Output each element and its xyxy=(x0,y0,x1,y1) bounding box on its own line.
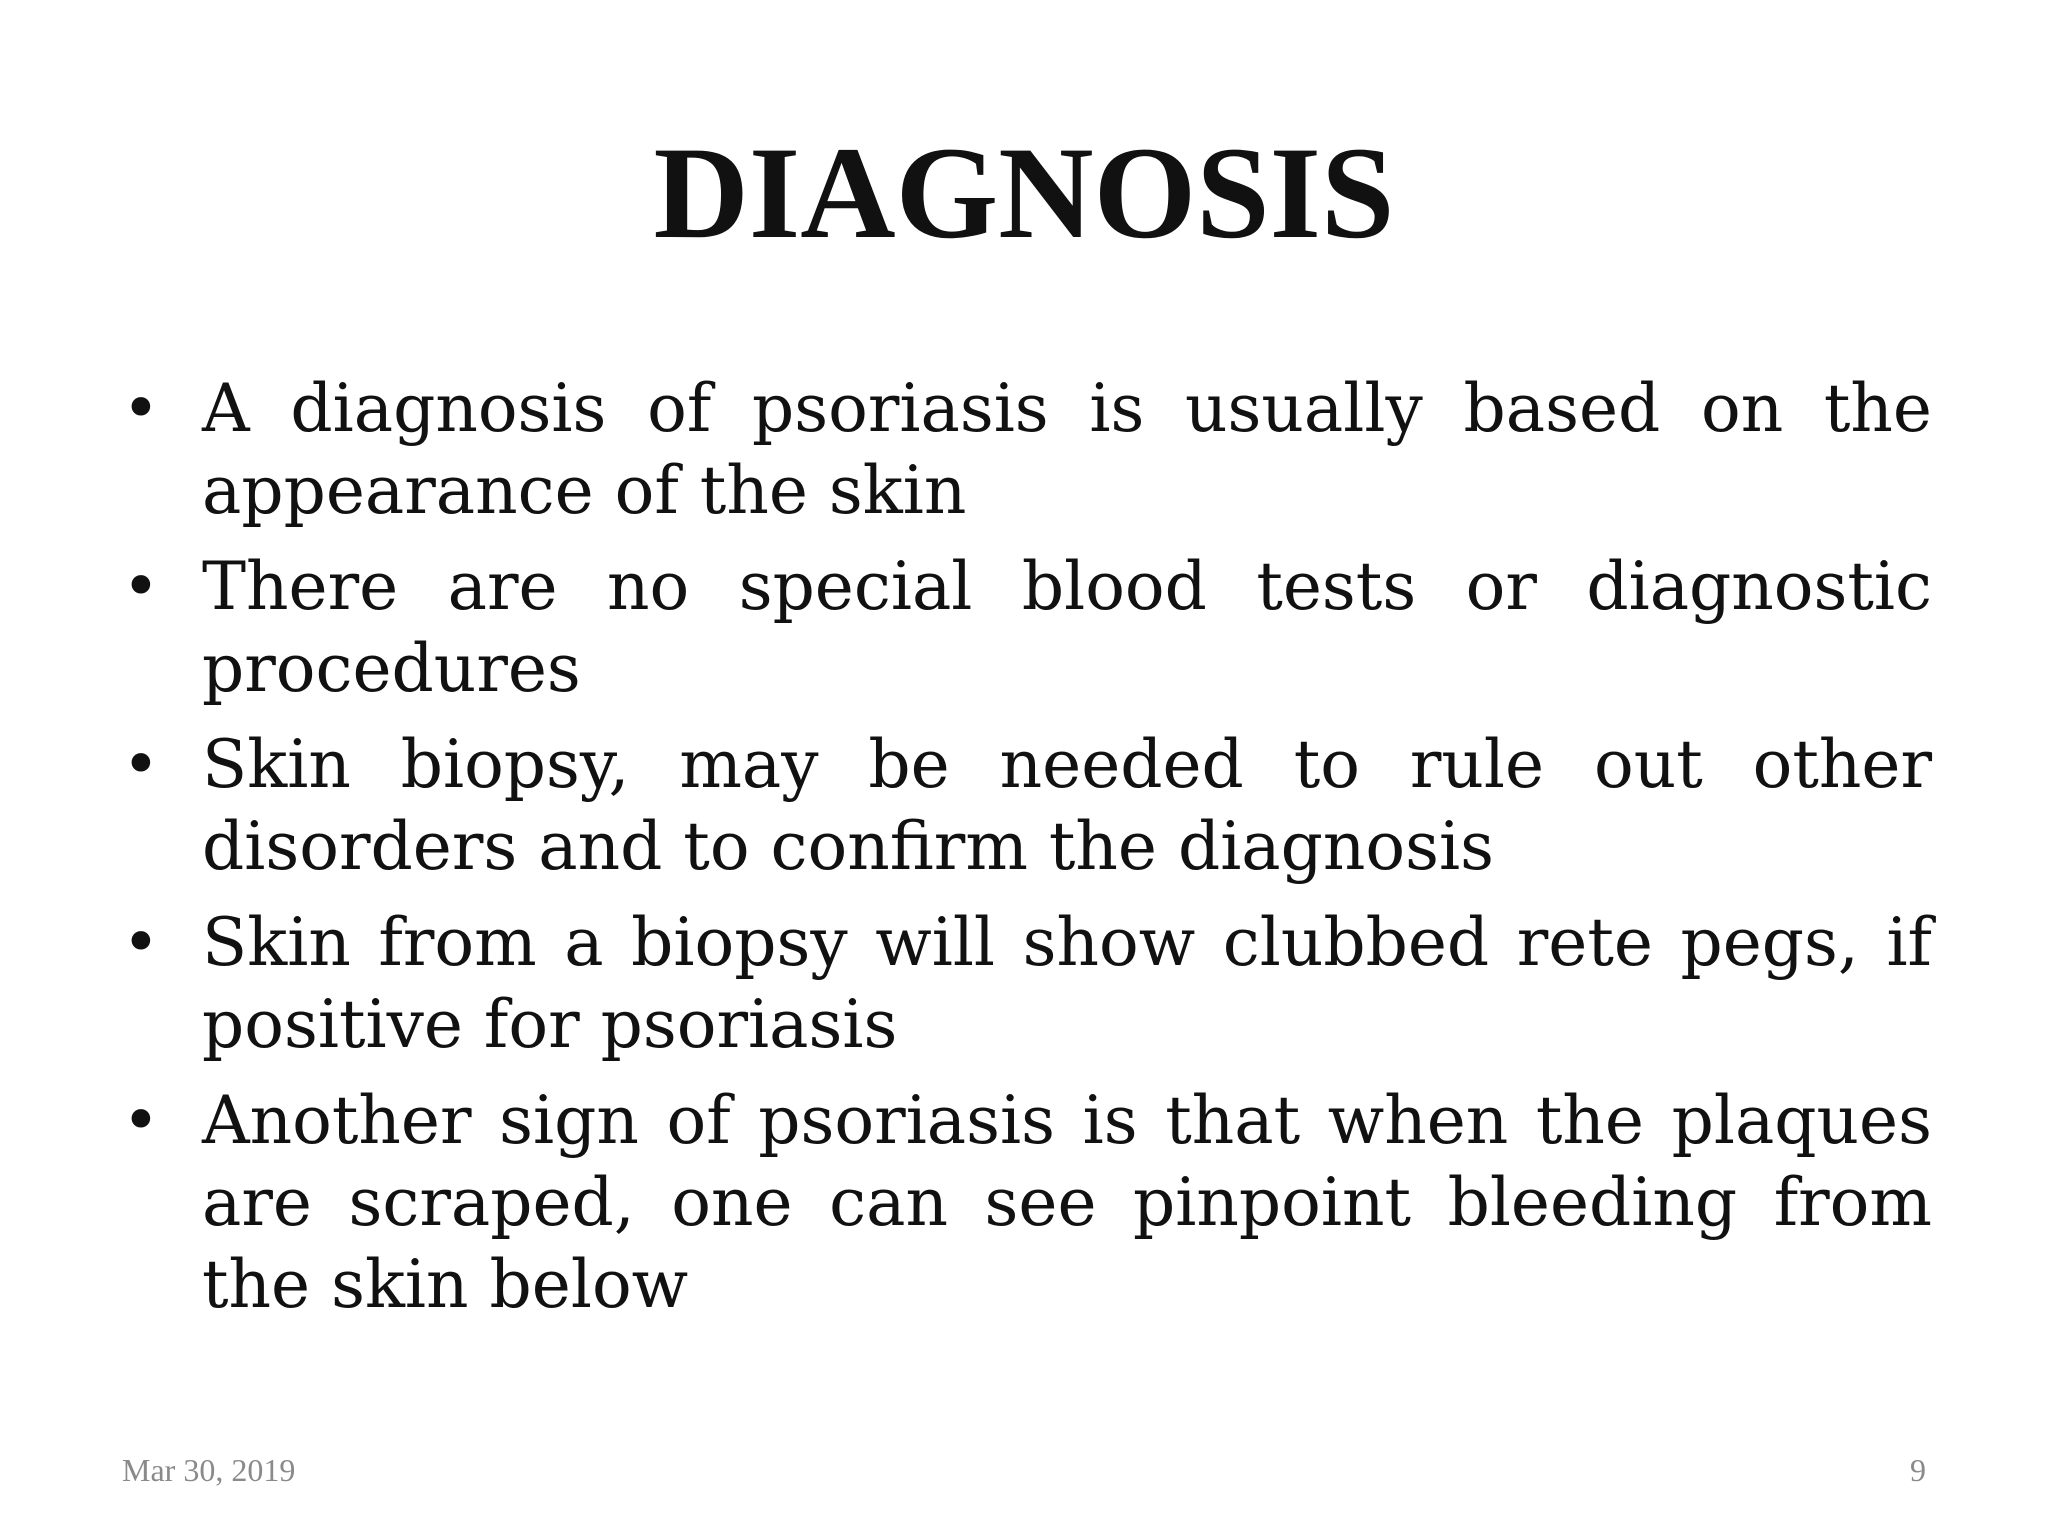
bullet-text: Skin biopsy, may be needed to rule out other disorders and to confirm the diagnosis xyxy=(202,726,1932,885)
bullet-icon: • xyxy=(122,1084,160,1158)
bullet-item xyxy=(122,368,1932,532)
bullet-text: There are no special blood tests or diagnostic procedures xyxy=(202,548,1932,707)
bullet-icon: • xyxy=(122,372,160,446)
footer-date: Mar 30, 2019 xyxy=(122,1452,296,1488)
bullet-icon: • xyxy=(122,728,160,802)
slide-title: DIAGNOSIS xyxy=(653,119,1395,266)
bullet-item xyxy=(122,902,1932,1066)
bullet-text: Skin from a biopsy will show clubbed rete pegs, if positive for psoriasis xyxy=(202,904,1932,1063)
bullet-text: A diagnosis of psoriasis is usually based on the appearance of the skin xyxy=(202,370,1932,529)
bullet-list xyxy=(122,368,1932,1340)
footer-page-number: 9 xyxy=(1910,1452,1926,1488)
bullet-item xyxy=(122,1080,1932,1326)
bullet-icon: • xyxy=(122,550,160,624)
bullet-icon: • xyxy=(122,906,160,980)
bullet-item xyxy=(122,724,1932,888)
bullet-text: Another sign of psoriasis is that when the plaques are scraped, one can see pinpoint bleeding from the skin below xyxy=(202,1082,1932,1323)
bullet-item xyxy=(122,546,1932,710)
